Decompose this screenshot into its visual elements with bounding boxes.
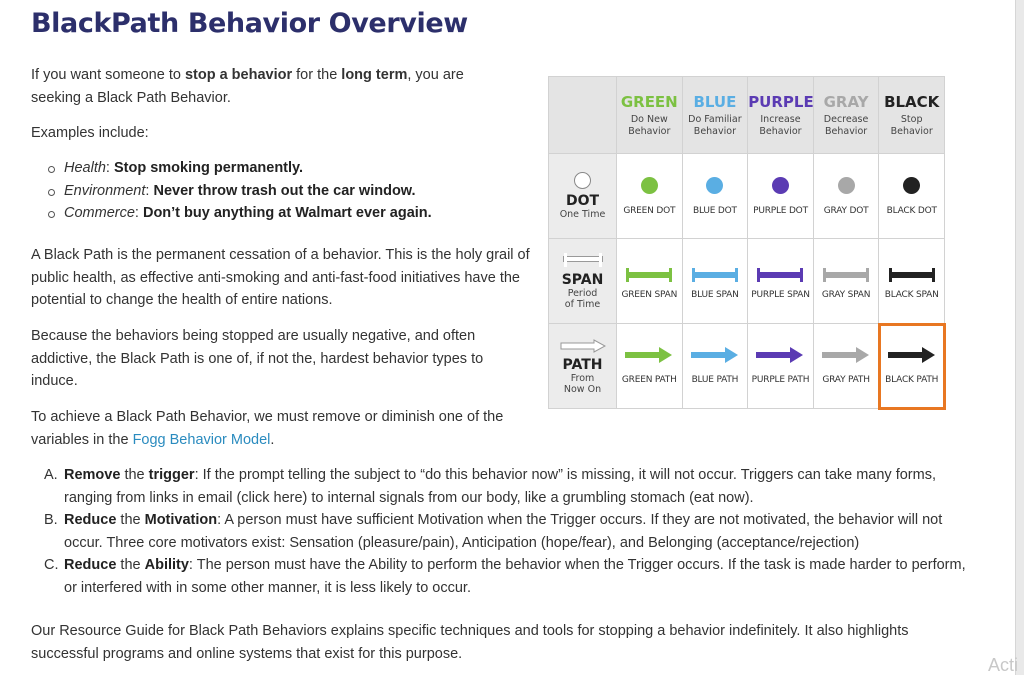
grid-cell <box>748 239 814 324</box>
cell-label: PURPLE PATH <box>751 375 810 385</box>
column-sub: Behavior <box>693 125 736 137</box>
list-item <box>31 554 971 599</box>
step-variable: Motivation <box>144 512 218 528</box>
hollow-dot-icon <box>574 172 591 189</box>
grid-cell <box>682 324 748 409</box>
cell-label: BLACK PATH <box>885 375 939 385</box>
step-action: Reduce <box>64 557 117 573</box>
list-item <box>31 509 971 554</box>
example-separator: : <box>105 160 114 176</box>
fogg-text: To achieve a Black Path Behavior, we must remove or diminish one of the variables in the <box>31 409 504 448</box>
activation-watermark: Acti <box>988 655 1019 675</box>
list-item <box>31 464 971 509</box>
grid-cell <box>617 154 683 239</box>
column-name: BLUE <box>693 92 737 111</box>
intro-bold: long term <box>341 67 408 83</box>
grid-cell <box>879 239 945 324</box>
step-text: the <box>120 467 149 483</box>
step-letter: A. <box>44 467 58 483</box>
black-dot-icon <box>903 177 920 194</box>
row-sub: Period <box>567 287 598 299</box>
grid-cell <box>748 154 814 239</box>
grid-cell <box>617 324 683 409</box>
grid-cell <box>682 239 748 324</box>
column-name: PURPLE <box>748 92 814 111</box>
column-header-purple <box>748 77 814 154</box>
cell-label: GRAY PATH <box>822 375 870 385</box>
grid-row-span <box>549 239 945 324</box>
grid-corner <box>549 77 617 154</box>
column-sub: Behavior <box>759 125 802 137</box>
row-name: PATH <box>562 356 603 373</box>
list-item <box>48 157 432 180</box>
behavior-table <box>548 76 945 409</box>
step-text: : If the prompt telling the subject to “do this behavior now” is missing, it will not occur. Triggers can take many forms, ranging from links in email (click here) to internal signals from our body, like a grumbling stomach (eat now). <box>64 467 936 506</box>
step-text: the <box>116 557 145 573</box>
row-sub: One Time <box>559 209 606 220</box>
grid-cell <box>813 324 879 409</box>
gray-span-icon <box>823 272 869 278</box>
column-name: GREEN <box>620 92 678 111</box>
cell-label: GRAY DOT <box>823 205 869 216</box>
blue-arrow-icon <box>691 347 739 363</box>
grid-header-row <box>549 77 945 154</box>
column-name: BLACK <box>884 92 940 111</box>
blue-span-icon <box>692 272 738 278</box>
row-name: DOT <box>565 193 600 209</box>
cell-label: BLACK DOT <box>886 205 937 216</box>
step-action: Remove <box>64 467 121 483</box>
purple-arrow-icon <box>756 347 804 363</box>
hollow-span-icon <box>563 256 603 262</box>
column-header-gray <box>813 77 879 154</box>
closing-paragraph: Our Resource Guide for Black Path Behaviors explains specific techniques and tools for stopping a behavior indefinitely. It also highlights successful programs and online systems that exist for this purpose. <box>31 623 909 662</box>
step-letter: B. <box>44 512 58 528</box>
black-span-icon <box>889 272 935 278</box>
grid-cell <box>879 154 945 239</box>
row-sub: From <box>570 372 595 384</box>
green-arrow-icon <box>625 347 673 363</box>
paragraph-definition: A Black Path is the permanent cessation of a behavior. This is the holy grail of public health, as effective anti-smoking and anti-fast-food initiatives have the potential to change the health of entire nations. <box>31 247 530 308</box>
column-sub: Increase <box>760 113 801 125</box>
example-text: Don’t buy anything at Walmart ever again. <box>142 205 432 221</box>
column-sub: Stop <box>900 113 923 125</box>
gray-arrow-icon <box>822 347 870 363</box>
behavior-grid <box>548 76 945 408</box>
grid-row-path <box>549 324 945 409</box>
row-sub: Now On <box>563 383 602 395</box>
grid-cell-highlighted <box>879 324 945 409</box>
column-header-black <box>879 77 945 154</box>
cell-label: GREEN DOT <box>623 205 676 216</box>
column-sub: Decrease <box>823 113 869 125</box>
cell-label: BLACK SPAN <box>884 289 939 300</box>
cell-label: PURPLE SPAN <box>751 289 810 300</box>
column-sub: Behavior <box>824 125 868 137</box>
row-name: SPAN <box>561 271 604 288</box>
steps-list <box>31 464 971 599</box>
example-text: Never throw trash out the car window. <box>153 182 416 199</box>
example-category: Health <box>64 160 106 176</box>
column-sub: Do Familiar <box>688 113 742 125</box>
intro-text: for the <box>292 67 342 83</box>
paragraph-difficulty: Because the behaviors being stopped are usually negative, and often addictive, the Black Path is one of, if not the, hardest behavior types to induce. <box>31 328 484 389</box>
column-sub: Do New <box>630 113 668 125</box>
column-header-blue <box>682 77 748 154</box>
examples-list <box>48 157 432 225</box>
purple-span-icon <box>757 272 803 278</box>
row-header-path <box>549 324 617 409</box>
fogg-text: . <box>270 431 275 448</box>
step-action: Reduce <box>64 512 117 528</box>
purple-dot-icon <box>772 177 789 194</box>
row-header-dot <box>549 154 617 239</box>
cell-label: PURPLE DOT <box>753 205 808 216</box>
cell-label: BLUE DOT <box>692 205 737 216</box>
step-variable: Ability <box>144 557 189 573</box>
step-variable: trigger <box>148 467 195 483</box>
intro-paragraph <box>31 64 501 109</box>
list-item <box>48 180 432 203</box>
step-text: the <box>116 512 145 528</box>
column-name: GRAY <box>823 92 869 111</box>
step-text: : The person must have the Ability to perform the behavior when the Trigger occurs. If the task is made harder to perform, or interfered with in some other manner, it is less likely to occur. <box>64 557 966 596</box>
example-separator: : <box>134 205 143 221</box>
column-header-green <box>617 77 683 154</box>
intro-bold: stop a behavior <box>184 67 293 83</box>
page-title: BlackPath Behavior Overview <box>31 8 468 39</box>
grid-cell <box>813 154 879 239</box>
cell-label: GRAY SPAN <box>821 289 871 300</box>
row-sub: of Time <box>564 298 601 310</box>
grid-cell <box>748 324 814 409</box>
example-separator: : <box>145 182 154 199</box>
blue-dot-icon <box>706 177 723 194</box>
column-sub: Behavior <box>628 125 671 137</box>
gray-dot-icon <box>838 177 855 194</box>
intro-text: , you are seeking a Black Path Behavior. <box>31 67 464 106</box>
fogg-model-link[interactable]: Fogg Behavior Model <box>132 431 271 448</box>
grid-row-dot <box>549 154 945 239</box>
cell-label: GREEN SPAN <box>621 289 678 300</box>
green-span-icon <box>626 272 672 278</box>
black-arrow-icon <box>888 347 936 363</box>
example-text: Stop smoking permanently. <box>113 160 304 176</box>
example-category: Commerce <box>64 205 135 221</box>
cell-label: BLUE SPAN <box>691 289 739 300</box>
grid-cell <box>617 239 683 324</box>
list-item <box>48 202 432 225</box>
grid-cell <box>682 154 748 239</box>
green-dot-icon <box>641 177 658 194</box>
example-category: Environment <box>64 182 146 199</box>
cell-label: BLUE PATH <box>691 375 739 385</box>
paragraph-fogg <box>31 406 541 451</box>
row-header-span <box>549 239 617 324</box>
intro-text: If you want someone to <box>31 67 185 83</box>
hollow-arrow-icon <box>560 339 606 353</box>
column-sub: Behavior <box>890 125 933 137</box>
examples-label: Examples include: <box>31 125 149 141</box>
window-edge <box>1015 0 1024 675</box>
cell-label: GREEN PATH <box>621 375 677 385</box>
grid-cell <box>813 239 879 324</box>
step-text: : A person must have sufficient Motivation when the Trigger occurs. If they are not motivated, the behavior will not occur. Three core motivators exist: Sensation (pleasure/pain), Anticipation (hope/fear), and Belonging (acceptance/rejection) <box>64 512 943 551</box>
step-letter: C. <box>44 557 59 573</box>
